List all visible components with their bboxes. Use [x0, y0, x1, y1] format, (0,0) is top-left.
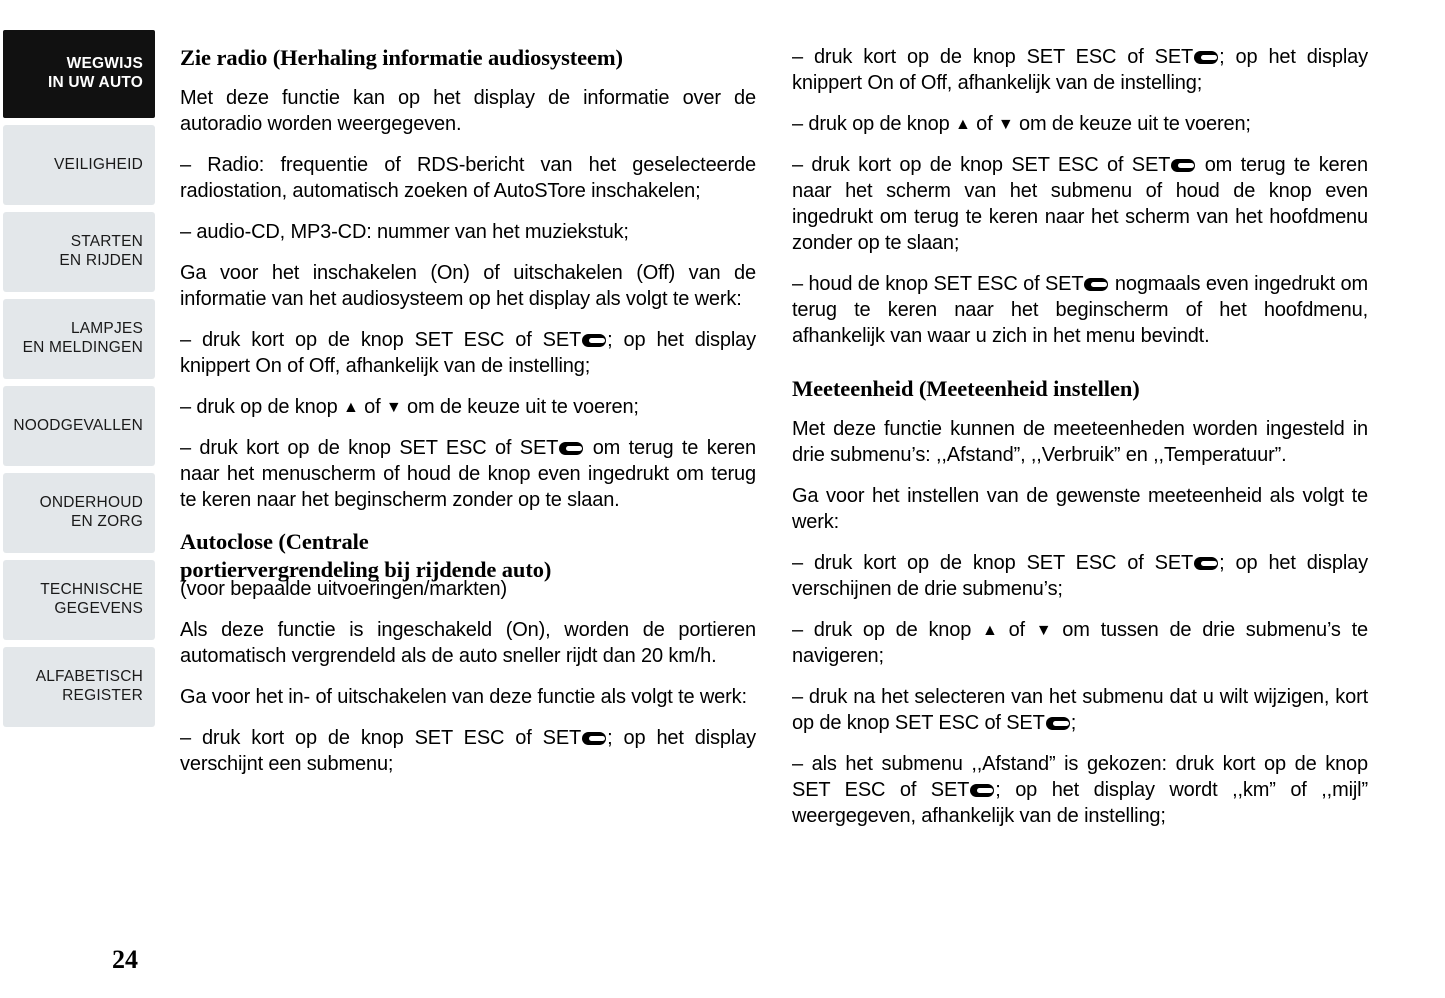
sidebar-item-label: WEGWIJS: [66, 55, 143, 73]
paragraph-radio-bullet-2: – audio-CD, MP3-CD: nummer van het muziekstuk;: [180, 221, 629, 244]
section-heading-autoclose: Autoclose (Centrale portiervergrendeling bij rijdende auto): [180, 529, 552, 582]
sidebar-item-label: TECHNISCHE: [40, 581, 143, 599]
paragraph-right-step-2: – druk op de knop ▲ of ▼ om de keuze uit te voeren;: [792, 113, 1251, 135]
set-esc-button-icon: [582, 732, 606, 745]
section-heading-meeteenheid: Meeteenheid (Meeteenheid instellen): [792, 376, 1140, 401]
set-esc-button-icon: [1194, 51, 1218, 64]
sidebar-item-label: REGISTER: [62, 687, 143, 704]
paragraph-meeteenheid-step-4: – als het submenu ,,Afstand” is gekozen: druk kort op de knop SET ESC of SET ; op het display wordt ,,km” of ,,mijl” weergegeven, afhankelijk van de instelling;: [792, 753, 1368, 828]
sidebar-item-label: LAMPJES: [70, 320, 143, 338]
set-esc-button-icon: [1084, 278, 1108, 291]
paragraph-radio-bullet-1: – Radio: frequentie of RDS-bericht van het geselecteerde radiostation, automatisch zoeken of AutoSTore inschakelen;: [180, 154, 756, 203]
sidebar-item-label: EN MELDINGEN: [22, 339, 143, 356]
sidebar-item-label: EN RIJDEN: [59, 252, 143, 269]
sidebar-item-label: ALFABETISCH: [35, 668, 143, 686]
paragraph-step-3: – druk kort op de knop SET ESC of SET om terug te keren naar het menuscherm of houd de knop even ingedrukt om terug te keren naar het beginscherm zonder op te slaan.: [180, 437, 756, 512]
sidebar-item-label: GEGEVENS: [54, 600, 143, 617]
sidebar-item-lampjes-en-meldingen[interactable]: [3, 299, 155, 379]
sidebar-item-onderhoud-en-zorg[interactable]: [3, 473, 155, 553]
section-heading-zie-radio: Zie radio (Herhaling informatie audiosysteem): [180, 45, 623, 70]
sidebar-item-starten-en-rijden[interactable]: [3, 212, 155, 292]
paragraph-meeteenheid-intro: Met deze functie kunnen de meeteenheden worden ingesteld in drie submenu’s: ,,Afstand”, ,,Verbruik” en ,,Temperatuur”.: [792, 418, 1368, 467]
down-arrow-icon: ▼: [997, 116, 1014, 133]
sidebar-item-veiligheid[interactable]: [3, 125, 155, 205]
sidebar-item-technische-gegevens[interactable]: [3, 560, 155, 640]
paragraph-autoclose-howto: Ga voor het in- of uitschakelen van deze functie als volgt te werk:: [180, 686, 747, 709]
paragraph-right-step-1: – druk kort op de knop SET ESC of SET ; op het display knippert On of Off, afhankelijk van de instelling;: [792, 46, 1368, 94]
left-column: [180, 44, 756, 998]
page-content: [166, 0, 1445, 998]
set-esc-button-icon: [582, 334, 606, 347]
sidebar-item-label: VEILIGHEID: [54, 155, 143, 173]
sidebar-item-label: ONDERHOUD: [39, 494, 143, 512]
sidebar-item-noodgevallen[interactable]: [3, 386, 155, 466]
sidebar-item-alfabetisch-register[interactable]: [3, 647, 155, 727]
paragraph-radio-intro: Met deze functie kan op het display de informatie over de autoradio worden weergegeven.: [180, 87, 756, 136]
up-arrow-icon: ▲: [982, 622, 998, 640]
paragraph-right-step-3: – druk kort op de knop SET ESC of SET om terug te keren naar het scherm van het submenu of houd de knop even ingedrukt om terug te keren naar het scherm van het hoofdmenu zonder op te slaan;: [792, 154, 1368, 254]
paragraph-radio-howto: Ga voor het inschakelen (On) of uitschakelen (Off) van de informatie van het audiosysteem op het display als volgt te werk:: [180, 262, 756, 311]
sidebar-item-label: NOODGEVALLEN: [13, 416, 143, 434]
paragraph-right-step-4: – houd de knop SET ESC of SET nogmaals even ingedrukt om terug te keren naar het beginscherm of het hoofdmenu, afhankelijk van waar u zich in het menu bevindt.: [792, 273, 1368, 347]
set-esc-button-icon: [970, 784, 994, 797]
paragraph-step-2: – druk op de knop ▲ of ▼ om de keuze uit te voeren;: [180, 396, 639, 419]
sidebar: [0, 0, 166, 998]
set-esc-button-icon: [559, 442, 583, 455]
sidebar-item-label: EN ZORG: [70, 513, 143, 530]
set-esc-button-icon: [1046, 717, 1070, 730]
set-esc-button-icon: [1171, 159, 1195, 172]
paragraph-step-1: – druk kort op de knop SET ESC of SET ; op het display knippert On of Off, afhankelijk van de instelling;: [180, 329, 756, 378]
sidebar-item-wegwijs-in-uw-auto[interactable]: [3, 30, 155, 118]
sidebar-item-label: IN UW AUTO: [48, 74, 143, 91]
paragraph-meeteenheid-step-1: – druk kort op de knop SET ESC of SET ; op het display verschijnen de drie submenu’s;: [792, 552, 1368, 601]
down-arrow-icon: ▼: [385, 399, 402, 417]
up-arrow-icon: ▲: [343, 399, 359, 417]
paragraph-meeteenheid-step-2: – druk op de knop ▲ of ▼ om tussen de drie submenu’s te navigeren;: [792, 619, 1368, 668]
right-column: [792, 44, 1368, 998]
paragraph-meeteenheid-step-3: – druk na het selecteren van het submenu dat u wilt wijzigen, kort op de knop SET ESC of SET ;: [792, 686, 1368, 735]
paragraph-meeteenheid-howto: Ga voor het instellen van de gewenste meeteenheid als volgt te werk:: [792, 485, 1368, 534]
paragraph-autoclose-step-1: – druk kort op de knop SET ESC of SET ; op het display verschijnt een submenu;: [180, 727, 756, 776]
down-arrow-icon: ▼: [1035, 622, 1052, 640]
up-arrow-icon: ▲: [955, 116, 971, 133]
set-esc-button-icon: [1194, 557, 1218, 570]
sidebar-tab-list: [0, 30, 166, 727]
paragraph-autoclose-availability: (voor bepaalde uitvoeringen/markten): [180, 578, 508, 601]
sidebar-item-label: STARTEN: [70, 233, 143, 251]
paragraph-autoclose-desc: Als deze functie is ingeschakeld (On), worden de portieren automatisch vergrendeld als de auto sneller rijdt dan 20 km/h.: [180, 619, 756, 668]
page-number: 24: [112, 945, 138, 974]
